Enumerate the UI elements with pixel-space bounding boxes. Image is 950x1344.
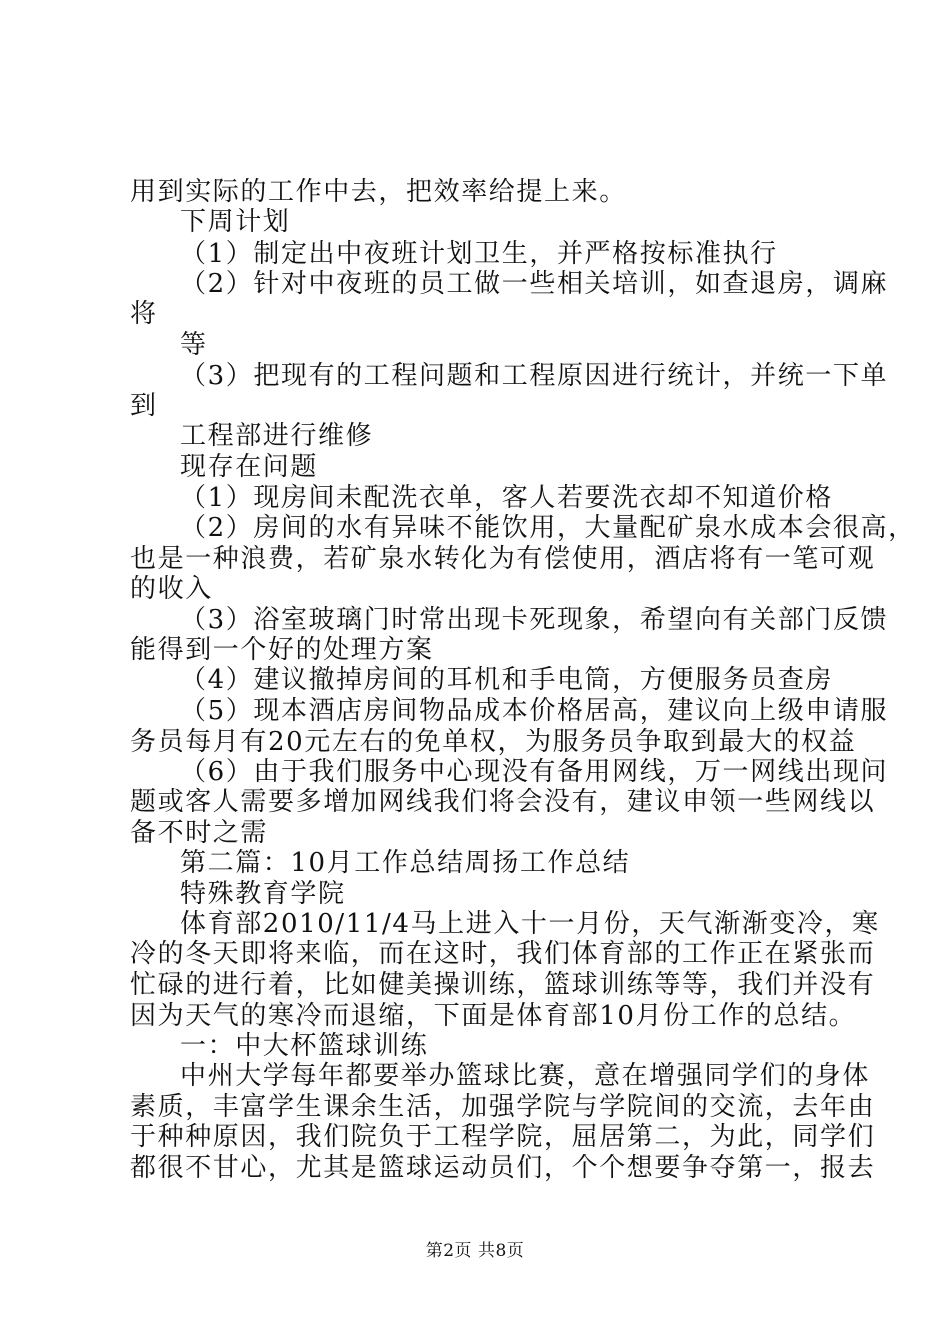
section-heading: 一：中大杯篮球训练 bbox=[180, 1031, 429, 1061]
text-line: 将 bbox=[130, 299, 158, 329]
text-line: （2）针对中夜班的员工做一些相关培训，如查退房，调麻 bbox=[180, 269, 889, 299]
text-line: 冷的冬天即将来临，而在这时，我们体育部的工作正在紧张而 bbox=[130, 939, 876, 969]
text-line: 忙碌的进行着，比如健美操训练，篮球训练等等，我们并没有 bbox=[130, 970, 876, 1000]
page-number-footer: 第2页 共8页 bbox=[425, 1241, 525, 1261]
text-line: 素质，丰富学生课余生活，加强学院与学院间的交流，去年由 bbox=[130, 1092, 876, 1122]
text-line: （2）房间的水有异味不能饮用，大量配矿泉水成本会很高， bbox=[180, 513, 916, 543]
text-line: 到 bbox=[130, 391, 158, 421]
text-line: 的收入 bbox=[130, 574, 213, 604]
chapter-heading: 第二篇：10月工作总结周扬工作总结 bbox=[180, 848, 631, 878]
text-line: 工程部进行维修 bbox=[180, 421, 374, 451]
section-heading: 特殊教育学院 bbox=[180, 879, 346, 909]
text-line: 能得到一个好的处理方案 bbox=[130, 635, 434, 665]
text-line: 于种种原因，我们院负于工程学院，屈居第二，为此，同学们 bbox=[130, 1122, 876, 1152]
text-line: （3）浴室玻璃门时常出现卡死现象，希望向有关部门反馈 bbox=[180, 605, 889, 635]
section-heading: 现存在问题 bbox=[180, 452, 319, 482]
text-line: （3）把现有的工程问题和工程原因进行统计，并统一下单 bbox=[180, 361, 889, 391]
text-line: （1）现房间未配洗衣单，客人若要洗衣却不知道价格 bbox=[180, 483, 833, 513]
text-line: 体育部2010/11/4马上进入十一月份，天气渐渐变冷，寒 bbox=[180, 909, 880, 939]
text-line: （4）建议撤掉房间的耳机和手电筒，方便服务员查房 bbox=[180, 665, 833, 695]
text-line: 备不时之需 bbox=[130, 818, 269, 848]
text-line: 等 bbox=[180, 330, 208, 360]
text-line: （1）制定出中夜班计划卫生，并严格按标准执行 bbox=[180, 239, 778, 269]
text-line: 也是一种浪费，若矿泉水转化为有偿使用，酒店将有一笔可观 bbox=[130, 544, 876, 574]
text-line: 因为天气的寒冷而退缩，下面是体育部10月份工作的总结。 bbox=[130, 1001, 857, 1031]
text-line: （5）现本酒店房间物品成本价格居高，建议向上级申请服 bbox=[180, 696, 889, 726]
text-line: 中州大学每年都要举办篮球比赛，意在增强同学们的身体 bbox=[180, 1061, 871, 1091]
text-line: 用到实际的工作中去，把效率给提上来。 bbox=[130, 177, 627, 207]
text-line: （6）由于我们服务中心现没有备用网线，万一网线出现问 bbox=[180, 757, 889, 787]
section-heading: 下周计划 bbox=[180, 207, 291, 237]
text-line: 都很不甘心，尤其是篮球运动员们，个个想要争夺第一，报去 bbox=[130, 1153, 876, 1183]
text-line: 务员每月有20元左右的免单权，为服务员争取到最大的权益 bbox=[130, 727, 857, 757]
text-line: 题或客人需要多增加网线我们将会没有，建议申领一些网线以 bbox=[130, 787, 876, 817]
